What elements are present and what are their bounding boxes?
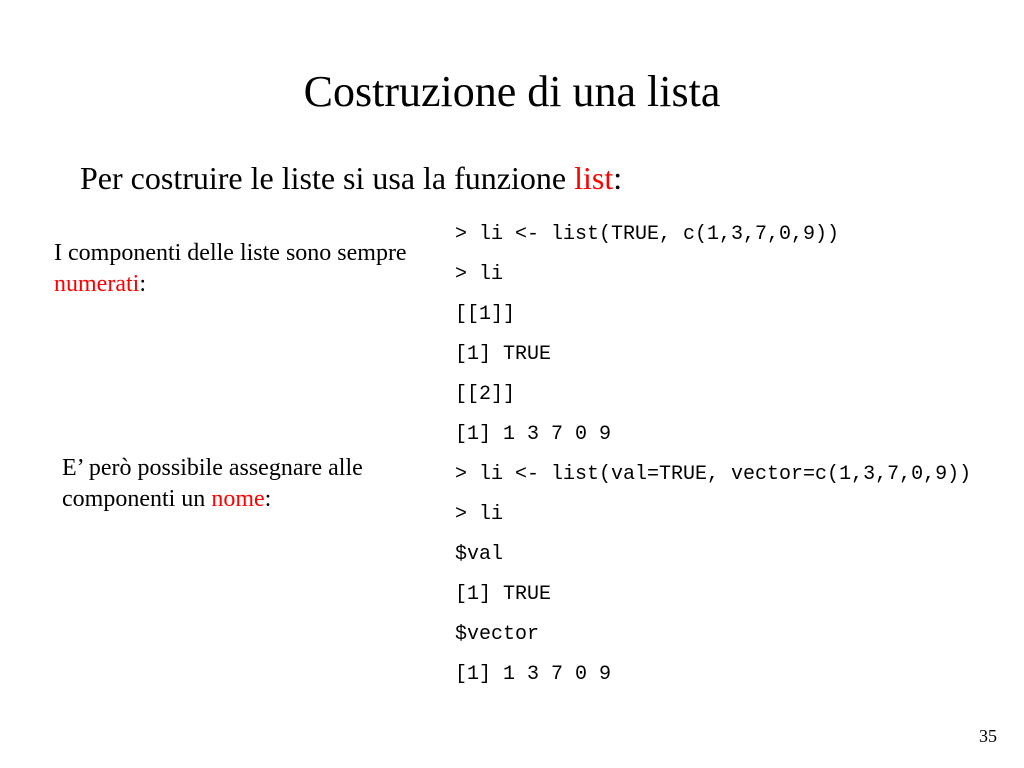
r-code-block [455,225,995,705]
code-line: [1] 1 3 7 0 9 [455,663,612,686]
code-line: > li <- list(TRUE, c(1,3,7,0,9)) [455,223,840,246]
slide-title: Costruzione di una lista [303,67,721,116]
code-line: [1] TRUE [455,583,552,606]
note1-text: I componenti delle liste sono sempre [54,240,407,266]
named-components-note [62,453,402,515]
note1-keyword: numerati [54,271,140,297]
code-line: [[1]] [455,303,516,326]
code-line: [1] TRUE [455,343,552,366]
code-line: [[2]] [455,383,516,406]
numbered-components-note [54,238,414,300]
code-line: $val [455,543,504,566]
code-line: [1] 1 3 7 0 9 [455,423,612,446]
subtitle-text: Per costruire le liste si usa la funzione [80,160,575,196]
subtitle-keyword: list [574,160,614,196]
note2-keyword: nome [211,486,265,512]
note1-suffix: : [139,271,146,297]
code-line: $vector [455,623,540,646]
page-number: 35 [979,726,997,746]
note2-text: E’ però possibile assegnare alle componenti un [62,455,363,512]
code-line: > li [455,263,504,286]
slide-subtitle [80,156,622,200]
note2-suffix: : [264,486,272,512]
code-line: > li <- list(val=TRUE, vector=c(1,3,7,0,9)) [455,463,972,486]
code-line: > li [455,503,504,526]
subtitle-suffix: : [613,160,623,196]
